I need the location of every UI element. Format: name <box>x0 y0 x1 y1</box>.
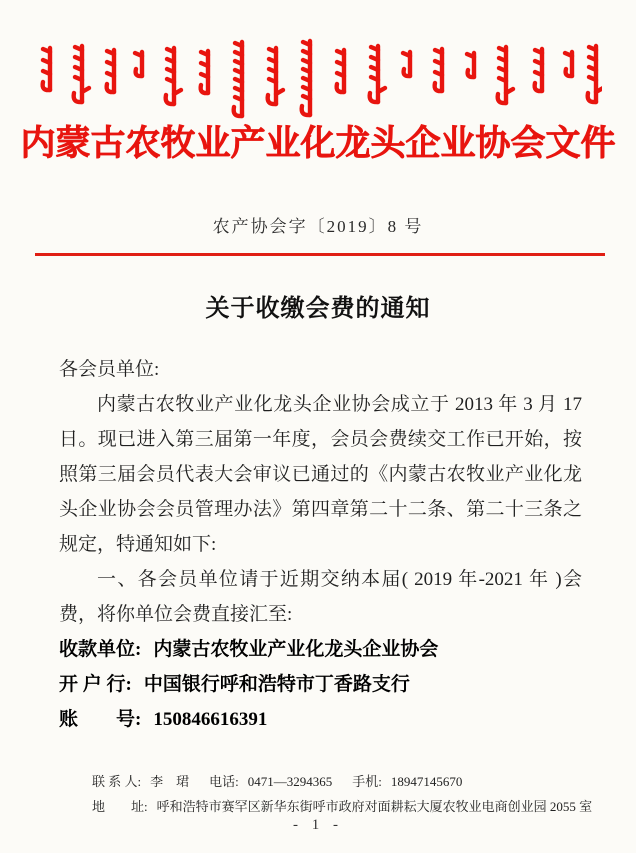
bank-line <box>59 667 582 702</box>
account-value: 150846616391 <box>153 709 268 730</box>
doc-number: 农产协会字〔2019〕8 号 <box>212 217 424 236</box>
account-label: 账 号: <box>59 709 142 730</box>
contact-label: 联 系 人: <box>92 774 142 789</box>
salutation: 各会员单位: <box>59 359 160 380</box>
mongolian-script-band <box>36 36 602 120</box>
bank-value: 中国银行呼和浩特市丁香路支行 <box>143 674 410 695</box>
contact-name: 李 珺 <box>150 774 190 789</box>
page-number: - 1 - <box>293 817 343 833</box>
paragraph-1: 内蒙古农牧业产业化龙头企业协会成立于 2013 年 3 月 17 日。现已进入第三届第一年度，会员会费续交工作已开始，按照第三届会员代表大会审议已通过的《内蒙古农牧业产业化龙头企业协会会员管理办法》第四章第二十二条、第二十三条之规定，特通知如下: <box>59 394 582 555</box>
bank-label: 开 户 行: <box>59 674 132 695</box>
account-line <box>59 702 582 737</box>
address-value: 呼和浩特市赛罕区新华东街呼市政府对面耕耘大厦农牧业电商创业园 2055 室 <box>156 799 593 814</box>
red-divider-line <box>35 253 605 256</box>
paragraph-2: 一、各会员单位请于近期交纳本届( 2019 年-2021 年 )会费，将你单位会费直接汇至: <box>59 569 582 625</box>
mobile-value: 18947145670 <box>390 774 463 789</box>
org-title: 内蒙古农牧业产业化龙头企业协会文件 <box>20 124 616 163</box>
mobile-label: 手机: <box>352 774 382 789</box>
contact-line <box>92 769 607 794</box>
payee-label: 收款单位: <box>59 639 142 660</box>
phone-value: 0471—3294365 <box>247 774 333 789</box>
payee-value: 内蒙古农牧业产业化龙头企业协会 <box>153 639 439 660</box>
phone-label: 电话: <box>209 774 239 789</box>
payee-line <box>59 632 582 667</box>
address-label: 地 址: <box>92 799 148 814</box>
address-line <box>92 794 607 819</box>
notice-body <box>59 352 582 737</box>
notice-title: 关于收缴会费的通知 <box>205 296 431 322</box>
footer <box>92 769 607 819</box>
